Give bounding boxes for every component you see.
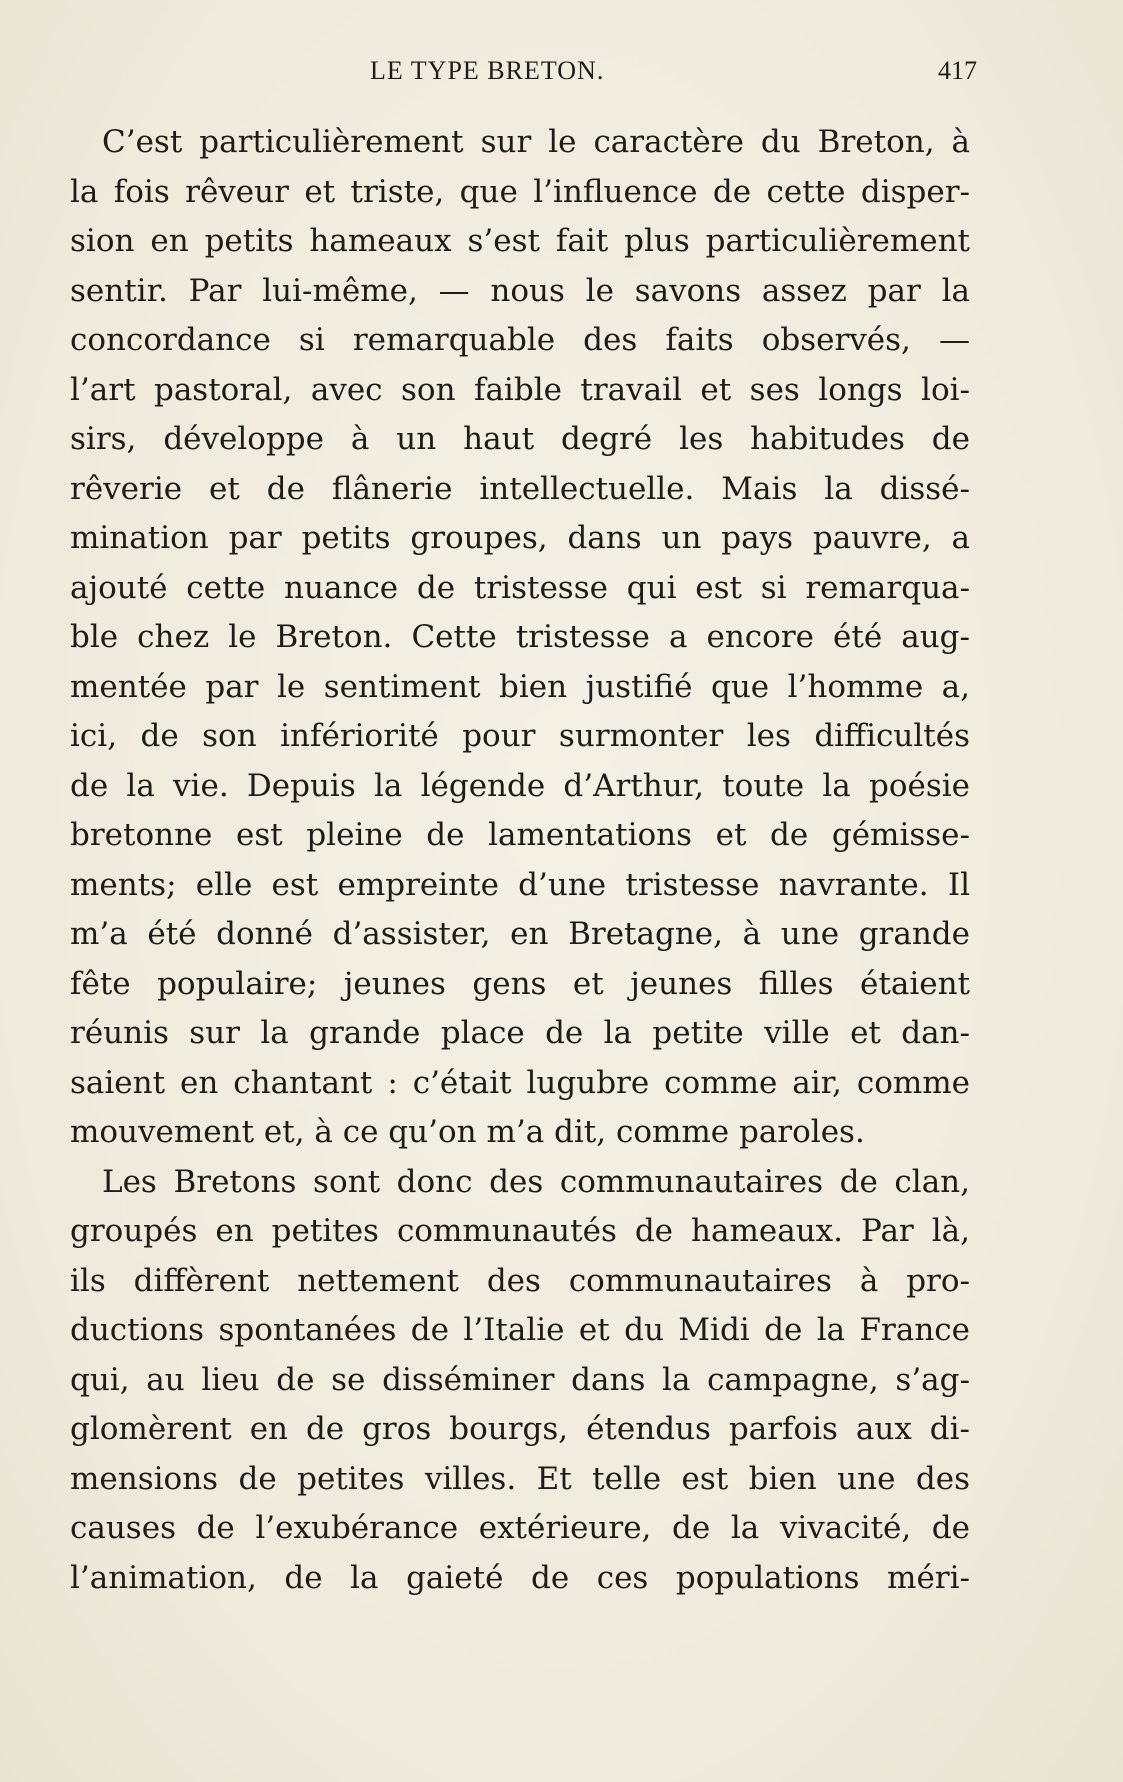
text-line: concordance si remarquable des faits observés, — [70, 322, 970, 358]
text-line: fête populaire; jeunes gens et jeunes filles étaient [70, 965, 970, 1002]
text-line: ici, de son infériorité pour surmonter les difficultés [70, 718, 970, 754]
text-line: ils diffèrent nettement des communautaires à pro- [70, 1262, 970, 1299]
text-line: l’animation, de la gaieté de ces populations méri- [70, 1559, 970, 1596]
text-line: m’a été donné d’assister, en Bretagne, à une grande [70, 916, 970, 952]
text-line: l’art pastoral, avec son faible travail et ses longs loi- [70, 371, 970, 408]
text-line: mensions de petites villes. Et telle est bien une des [70, 1460, 970, 1497]
text-line: sion en petits hameaux s’est fait plus particulièrement [70, 223, 970, 259]
text-line: ductions spontanées de l’Italie et du Midi de la France [70, 1312, 970, 1348]
body-text [70, 118, 970, 1603]
paragraph [70, 1158, 970, 1604]
running-head [70, 56, 977, 96]
text-line: ble chez le Breton. Cette tristesse a encore été aug- [70, 619, 970, 655]
text-line: C’est particulièrement sur le caractère du Breton, à [102, 124, 970, 160]
text-line: mouvement et, à ce qu’on m’a dit, comme paroles. [70, 1114, 865, 1150]
text-line: mentée par le sentiment bien justifié que l’homme a, [70, 668, 970, 705]
text-line: la fois rêveur et triste, que l’influence de cette disper- [70, 173, 970, 210]
text-line: sirs, développe à un haut degré les habitudes de [70, 421, 970, 457]
text-line: réunis sur la grande place de la petite ville et dan- [70, 1015, 970, 1051]
text-line: saient en chantant : c’était lugubre comme air, comme [70, 1064, 970, 1101]
text-line: qui, au lieu de se disséminer dans la campagne, s’ag- [70, 1361, 970, 1398]
text-line: Les Bretons sont donc des communautaires de clan, [102, 1163, 970, 1200]
text-line: causes de l’exubérance extérieure, de la vivacité, de [70, 1510, 970, 1546]
text-line: de la vie. Depuis la légende d’Arthur, toute la poésie [70, 767, 970, 804]
paragraph [70, 118, 970, 1158]
text-line: bretonne est pleine de lamentations et de gémisse- [70, 817, 970, 853]
text-line: mination par petits groupes, dans un pays pauvre, a [70, 520, 970, 556]
text-line: glomèrent en de gros bourgs, étendus parfois aux di- [70, 1411, 970, 1447]
text-line: groupés en petites communautés de hameaux. Par là, [70, 1213, 970, 1249]
text-line: ajouté cette nuance de tristesse qui est si remarqua- [70, 569, 970, 606]
text-line: ments; elle est empreinte d’une tristesse navrante. Il [70, 866, 970, 903]
text-line: sentir. Par lui-même, — nous le savons assez par la [70, 272, 970, 309]
running-title: LE TYPE BRETON. [370, 56, 605, 85]
page-number: 417 [938, 56, 977, 85]
text-line: rêverie et de flânerie intellectuelle. Mais la dissé- [70, 470, 970, 507]
